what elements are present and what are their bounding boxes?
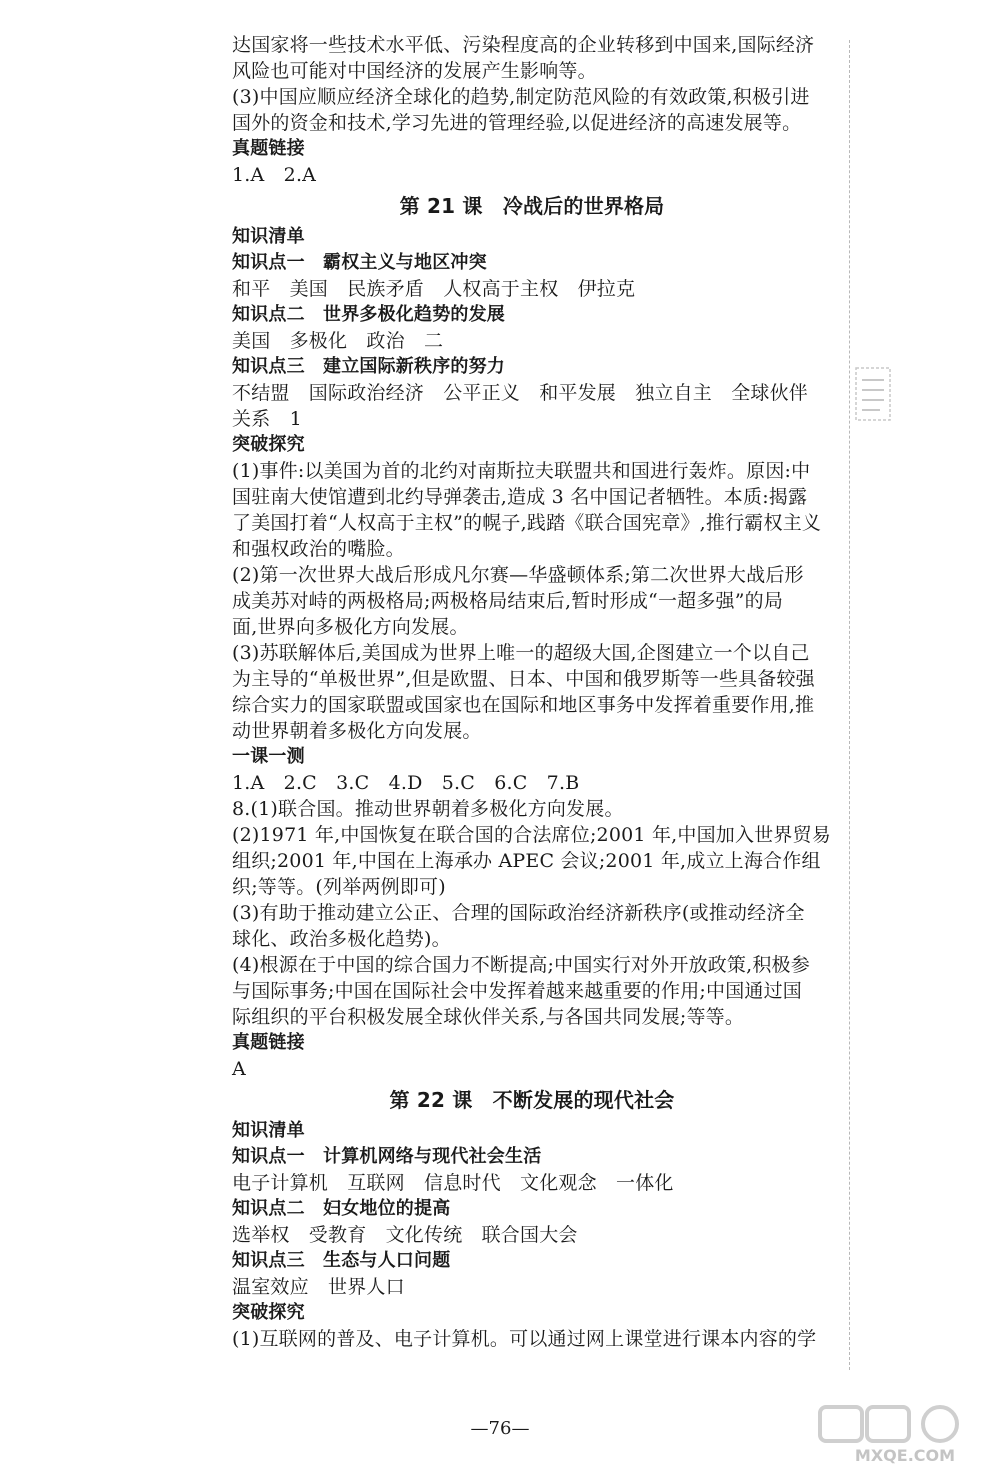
text-line: (2)1971 年,中国恢复在联合国的合法席位;2001 年,中国加入世界贸易	[232, 824, 831, 846]
text-line: 面,世界向多极化方向发展。	[232, 616, 469, 638]
text-line: (1)互联网的普及、电子计算机。可以通过网上课堂进行课本内容的学	[232, 1328, 817, 1350]
text-line: 8.(1)联合国。推动世界朝着多极化方向发展。	[232, 798, 624, 820]
text-line: 和平 美国 民族矛盾 人权高于主权 伊拉克	[232, 278, 636, 300]
binding-dashed-line	[849, 40, 850, 1370]
text-line: 不结盟 国际政治经济 公平正义 和平发展 独立自主 全球伙伴	[232, 382, 809, 404]
text-line: (2)第一次世界大战后形成凡尔赛—华盛顿体系;第二次世界大战后形	[232, 564, 804, 586]
text-line: 与国际事务;中国在国际社会中发挥着越来越重要的作用;中国通过国	[232, 980, 803, 1002]
watermark-text: MXQE.COM	[854, 1446, 956, 1465]
lesson-title: 第 21 课 冷战后的世界格局	[399, 194, 665, 218]
text-line: 球化、政治多极化趋势)。	[232, 928, 451, 950]
text-line: 1.A 2.A	[232, 164, 317, 186]
text-line: 和强权政治的嘴脸。	[232, 538, 405, 560]
section-heading: 知识清单	[232, 1120, 305, 1141]
text-line: 1.A 2.C 3.C 4.D 5.C 6.C 7.B	[232, 772, 580, 794]
answer-content	[232, 32, 832, 1352]
text-line: (1)事件:以美国为首的北约对南斯拉夫联盟共和国进行轰炸。原因:中	[232, 460, 811, 482]
text-line: 关系 1	[232, 408, 302, 430]
text-line: (3)苏联解体后,美国成为世界上唯一的超级大国,企图建立一个以自己	[232, 642, 810, 664]
text-line: 成美苏对峙的两极格局;两极格局结束后,暂时形成“一超多强”的局	[232, 590, 784, 612]
text-line: 温室效应 世界人口	[232, 1276, 405, 1298]
text-line: 组织;2001 年,中国在上海承办 APEC 会议;2001 年,成立上海合作组	[232, 850, 821, 872]
watermark-logo-icon	[815, 1405, 995, 1465]
text-line: 动世界朝着多极化方向发展。	[232, 720, 482, 742]
section-heading: 知识清单	[232, 226, 305, 247]
section-heading: 知识点二 世界多极化趋势的发展	[232, 304, 505, 325]
text-line: (3)中国应顺应经济全球化的趋势,制定防范风险的有效政策,积极引进	[232, 86, 810, 108]
text-line: 了美国打着“人权高于主权”的幌子,践踏《联合国宪章》,推行霸权主义	[232, 512, 822, 534]
text-line: (4)根源在于中国的综合国力不断提高;中国实行对外开放政策,积极参	[232, 954, 810, 976]
text-line: 际组织的平台积极发展全球伙伴关系,与各国共同发展;等等。	[232, 1006, 745, 1028]
section-heading: 知识点一 计算机网络与现代社会生活	[232, 1146, 542, 1167]
side-stamp-icon	[852, 360, 896, 430]
text-line: 美国 多极化 政治 二	[232, 330, 444, 352]
text-line: A	[232, 1058, 246, 1080]
section-heading: 知识点三 建立国际新秩序的努力	[232, 356, 505, 377]
section-heading: 知识点二 妇女地位的提高	[232, 1198, 451, 1219]
text-line: 选举权 受教育 文化传统 联合国大会	[232, 1224, 578, 1246]
text-line: 综合实力的国家联盟或国家也在国际和地区事务中发挥着重要作用,推	[232, 694, 815, 716]
section-heading: 知识点三 生态与人口问题	[232, 1250, 451, 1271]
text-line: 国外的资金和技术,学习先进的管理经验,以促进经济的高速发展等。	[232, 112, 802, 134]
page-number: —76—	[470, 1418, 530, 1439]
section-heading: 一课一测	[232, 746, 305, 767]
text-line: 织;等等。(列举两例即可)	[232, 876, 446, 898]
lesson-title: 第 22 课 不断发展的现代社会	[389, 1088, 675, 1112]
text-line: 电子计算机 互联网 信息时代 文化观念 一体化	[232, 1172, 674, 1194]
text-line: 风险也可能对中国经济的发展产生影响等。	[232, 60, 597, 82]
section-heading: 知识点一 霸权主义与地区冲突	[232, 252, 487, 273]
section-heading: 真题链接	[232, 1032, 305, 1053]
section-heading: 突破探究	[232, 434, 305, 455]
text-line: 为主导的“单极世界”,但是欧盟、日本、中国和俄罗斯等一些具备较强	[232, 668, 815, 690]
text-line: 达国家将一些技术水平低、污染程度高的企业转移到中国来,国际经济	[232, 34, 815, 56]
section-heading: 突破探究	[232, 1302, 305, 1323]
text-line: 国驻南大使馆遭到北约导弹袭击,造成 3 名中国记者牺牲。本质:揭露	[232, 486, 808, 508]
text-line: (3)有助于推动建立公正、合理的国际政治经济新秩序(或推动经济全	[232, 902, 805, 924]
section-heading: 真题链接	[232, 138, 305, 159]
